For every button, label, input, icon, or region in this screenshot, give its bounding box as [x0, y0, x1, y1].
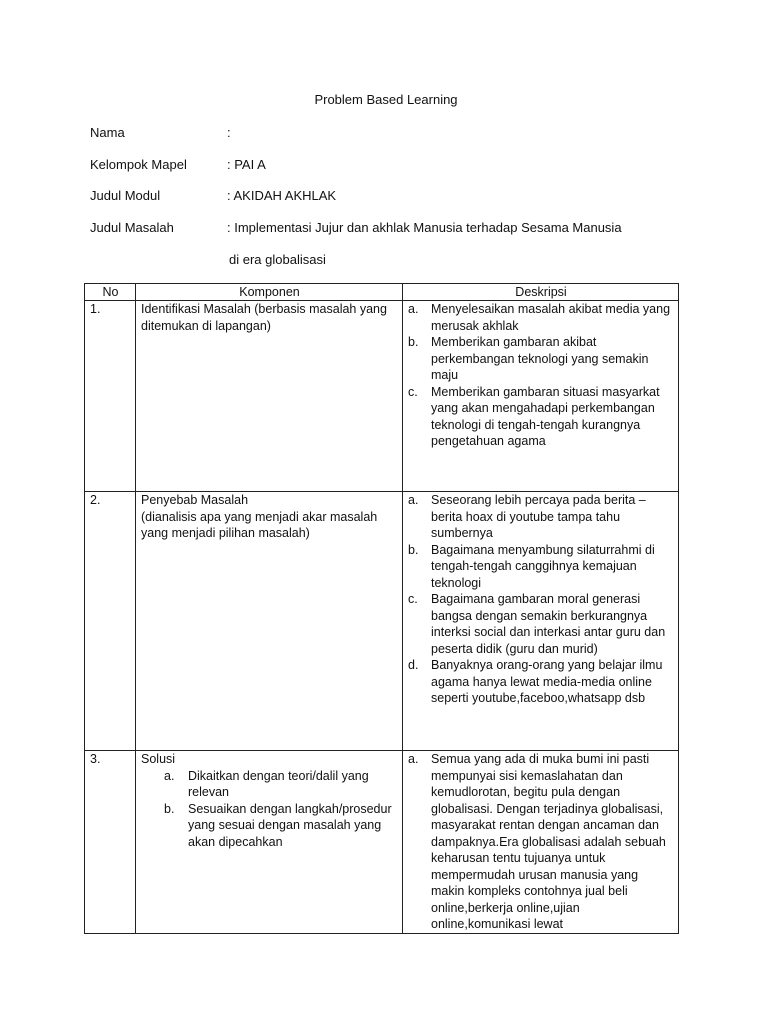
list-item [408, 542, 674, 592]
meta-value-continuation: di era globalisasi [229, 252, 326, 267]
list-text: Bagaimana menyambung silaturrahmi di tengah-tengah canggihnya kemajuan teknologi [431, 542, 655, 590]
meta-label: Judul Modul [90, 188, 161, 203]
komponen-title: Identifikasi Masalah (berbasis masalah yang ditemukan di lapangan) [141, 302, 387, 333]
deskripsi-cell [403, 492, 679, 751]
komponen-cell [136, 492, 403, 751]
list-item [408, 492, 674, 542]
list-marker: b. [408, 335, 419, 349]
meta-value: : PAI A [227, 157, 266, 172]
header-no: No [85, 284, 136, 301]
komponen-cell [136, 751, 403, 934]
row-number: 1. [85, 301, 136, 492]
list-text: Bagaimana gambaran moral generasi bangsa dengan semakin berkurangnya interksi social dan interkasi antar guru dan peserta didik (guru dan murid) [431, 592, 666, 656]
list-marker: d. [408, 658, 419, 672]
komponen-cell [136, 301, 403, 492]
list-item [408, 384, 674, 450]
table-row [85, 492, 679, 751]
meta-label: Nama [90, 125, 125, 140]
list-marker: b. [408, 542, 419, 557]
meta-label: Kelompok Mapel [90, 157, 187, 172]
list-item [141, 801, 398, 851]
list-text: Seseorang lebih percaya pada berita – berita hoax di youtube tampa tahu sumbernya [431, 493, 646, 540]
list-item [408, 591, 674, 657]
list-marker: a. [408, 752, 419, 766]
deskripsi-cell [403, 301, 679, 492]
table-row [85, 301, 679, 492]
header-deskripsi: Deskripsi [403, 284, 679, 301]
komponen-sub-list [141, 768, 398, 851]
list-text: Memberikan gambaran akibat perkembangan teknologi yang semakin maju [431, 335, 649, 382]
pbl-table [84, 283, 679, 934]
meta-value: : [227, 125, 231, 140]
document-title: Problem Based Learning [314, 92, 458, 107]
list-marker: b. [164, 801, 175, 816]
meta-value: : AKIDAH AKHLAK [227, 188, 337, 203]
deskripsi-cell [403, 751, 679, 934]
list-text: Memberikan gambaran situasi masyarkat yang akan mengahadapi perkembangan teknologi di tengah-tengah kurangnya pengetahuan agama [431, 384, 660, 448]
row-number: 2. [85, 492, 136, 751]
list-item [141, 768, 398, 801]
list-item [408, 751, 674, 933]
deskripsi-list [408, 751, 674, 933]
list-text: Semua yang ada di muka bumi ini pasti mempunyai sisi kemaslahatan dan kemudlorotan, begitu pula dengan globalisasi. Dengan terjadinya globalisasi, masyarakat rentan dengan ancaman dan dampaknya.Era globalisasi adalah sebuah keharusan tentu tujuanya untuk mempermudah urusan manusia yang makin kompleks contohnya jual beli online,berkerja online,ujian online,komunikasi lewat [431, 752, 666, 931]
list-marker: a. [408, 302, 419, 316]
table-row [85, 751, 679, 934]
meta-label: Judul Masalah [90, 220, 174, 235]
list-text: Dikaitkan dengan teori/dalil yang relevan [188, 768, 369, 799]
list-marker: a. [408, 493, 419, 507]
list-item [408, 334, 674, 384]
meta-value: : Implementasi Jujur dan akhlak Manusia terhadap Sesama Manusia [227, 220, 622, 235]
komponen-title: Penyebab Masalah [141, 493, 249, 507]
komponen-title: Solusi [141, 752, 176, 766]
list-text: Banyaknya orang-orang yang belajar ilmu agama hanya lewat media-media online seperti youtube,faceboo,whatsapp dsb [431, 658, 663, 705]
list-text: Sesuaikan dengan langkah/prosedur yang sesuai dengan masalah yang akan dipecahkan [188, 801, 392, 849]
list-item [408, 301, 674, 334]
list-item [408, 657, 674, 707]
list-text: Menyelesaikan masalah akibat media yang merusak akhlak [431, 302, 671, 333]
deskripsi-list [408, 492, 674, 707]
header-komponen: Komponen [136, 284, 403, 301]
list-marker: c. [408, 592, 418, 606]
komponen-subtitle: (dianalisis apa yang menjadi akar masalah yang menjadi pilihan masalah) [141, 509, 378, 540]
list-marker: c. [408, 384, 418, 399]
row-number: 3. [85, 751, 136, 934]
deskripsi-list [408, 301, 674, 450]
list-marker: a. [164, 768, 175, 783]
table-header-row [85, 284, 679, 301]
